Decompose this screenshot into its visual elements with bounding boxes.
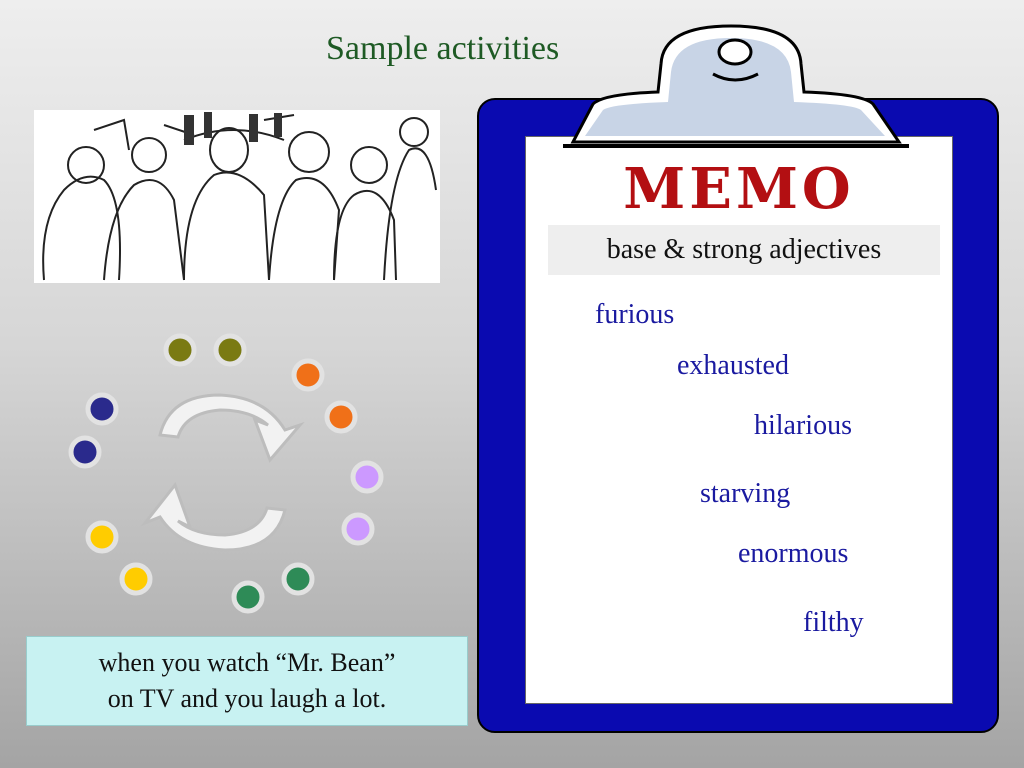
caption-line-1: when you watch “Mr. Bean”	[98, 648, 396, 677]
caption-box	[26, 636, 468, 726]
laughing-people-illustration	[34, 110, 440, 283]
cycle-dot	[234, 583, 262, 611]
word-item: hilarious	[754, 410, 852, 441]
cycle-dot	[88, 523, 116, 551]
cycle-dot	[166, 336, 194, 364]
memo-heading: MEMO	[623, 156, 855, 222]
word-item: filthy	[803, 607, 864, 638]
clipboard	[477, 98, 999, 733]
cycle-dot	[71, 438, 99, 466]
cycle-dot	[88, 395, 116, 423]
memo-paper	[525, 136, 953, 704]
cycle-dot	[353, 463, 381, 491]
word-item: exhausted	[677, 350, 789, 381]
refresh-cycle-icon	[145, 395, 300, 550]
cycle-dot	[284, 565, 312, 593]
memo-subtitle: base & strong adjectives	[548, 225, 940, 275]
word-item: starving	[700, 478, 791, 509]
word-item: enormous	[738, 538, 849, 569]
cycle-dot	[216, 336, 244, 364]
caption-line-2: on TV and you laugh a lot.	[107, 684, 387, 713]
clipboard-clip-icon	[563, 24, 909, 152]
slide-title: Sample activities	[326, 30, 560, 67]
cycle-dot	[122, 565, 150, 593]
cycle-diagram	[60, 325, 400, 615]
cycle-dot	[327, 403, 355, 431]
cycle-dot	[344, 515, 372, 543]
cycle-dot	[294, 361, 322, 389]
word-item: furious	[595, 299, 675, 330]
